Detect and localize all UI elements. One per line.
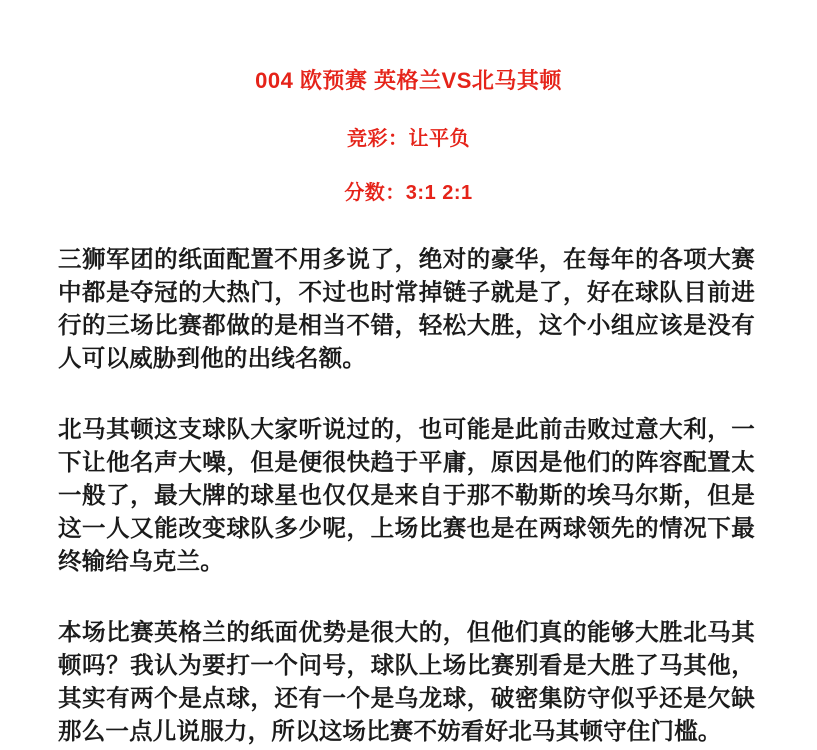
page-title: 004 欧预赛 英格兰VS北马其顿: [255, 68, 562, 93]
article-paragraph: 北马其顿这支球队大家听说过的，也可能是此前击败过意大利，一下让他名声大噪，但是便很快趋于平庸，原因是他们的阵容配置太一般了，最大牌的球星也仅仅是来自于那不勒斯的埃马尔斯，但是这一人又能改变球队多少呢，上场比赛也是在两球领先的情况下最终输给乌克兰。: [58, 416, 755, 575]
heading-block: [0, 0, 817, 205]
article-paragraph: 三狮军团的纸面配置不用多说了，绝对的豪华，在每年的各项大赛中都是夺冠的大热门，不过也时常掉链子就是了，好在球队目前进行的三场比赛都做的是相当不错，轻松大胜，这个小组应该是没有人可以威胁到他的出线名额。: [58, 246, 755, 372]
predicted-score-heading: 分数：3:1 2:1: [344, 182, 473, 205]
article-paragraph: 本场比赛英格兰的纸面优势是很大的，但他们真的能够大胜北马其顿吗？我认为要打一个问号，球队上场比赛别看是大胜了马其他，其实有两个是点球，还有一个是乌龙球，破密集防守似乎还是欠缺那么一点儿说服力，所以这场比赛不妨看好北马其顿守住门槛。: [58, 619, 755, 745]
bet-type-heading: 竞彩：让平负: [347, 128, 470, 151]
article-body: [0, 243, 817, 748]
